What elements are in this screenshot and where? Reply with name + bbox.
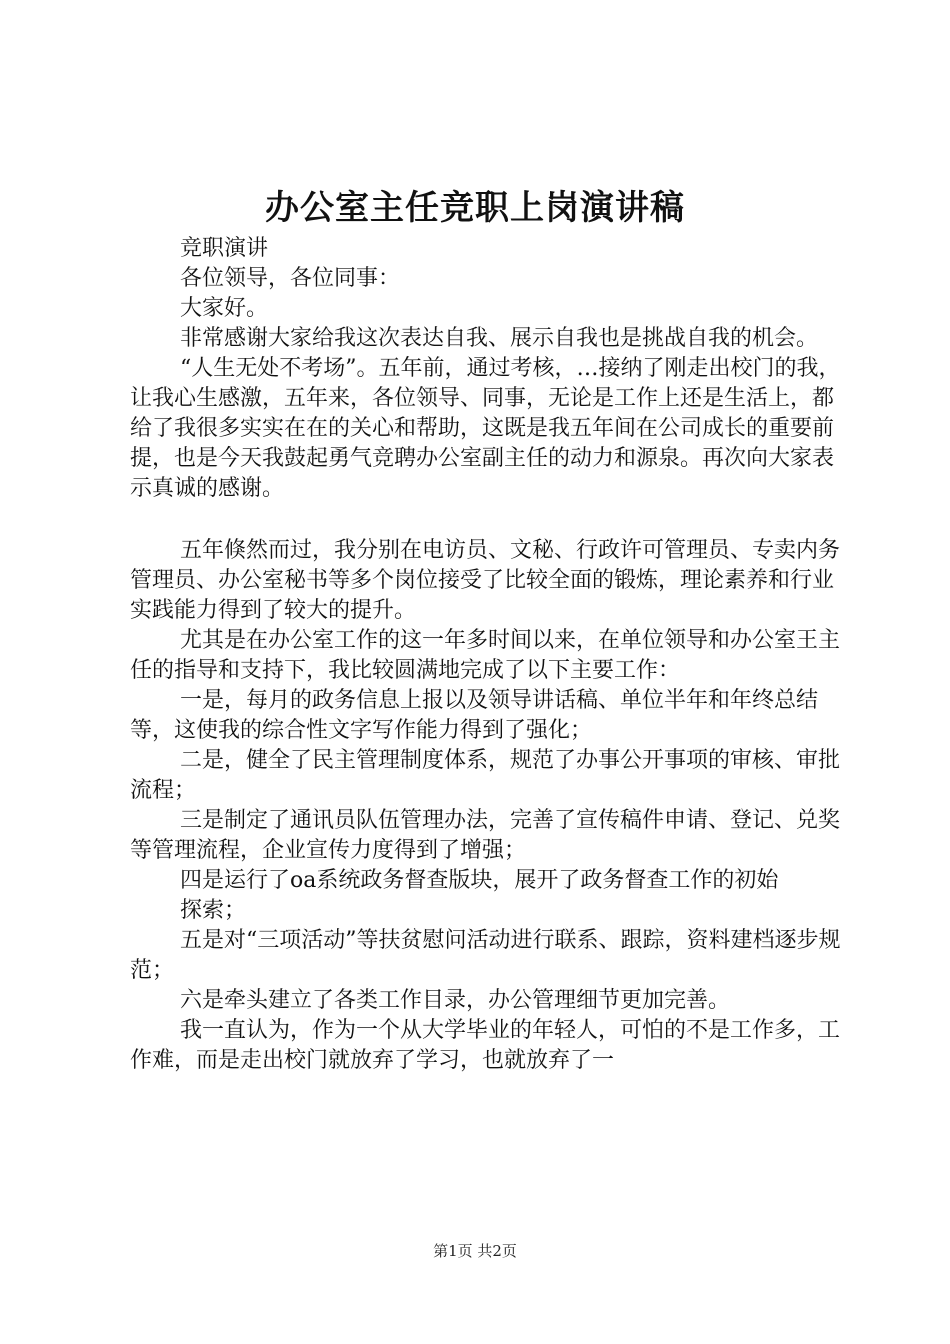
paragraph: “人生无处不考场”。五年前，通过考核，…接纳了刚走出校门的我，让我心生感激，五年来，各位领导、同事，无论是工作上还是生活上，都给了我很多实实在在的关心和帮助，这既是我五年间在公司成长的重要前提，也是今天我鼓起勇气竞聘办公室副主任的动力和源泉。再次向大家表示真诚的感谢。 <box>130 356 841 501</box>
paragraph: 非常感谢大家给我这次表达自我、展示自我也是挑战自我的机会。 <box>180 326 819 351</box>
list-item: 一是，每月的政务信息上报以及领导讲话稿、单位半年和年终总结等，这使我的综合性文字写作能力得到了强化； <box>130 688 819 743</box>
paragraph: 尤其是在办公室工作的这一年多时间以来，在单位领导和办公室王主任的指导和支持下，我比较圆满地完成了以下主要工作： <box>130 628 841 683</box>
paragraph-heading: 竞职演讲 <box>180 236 269 261</box>
paragraph-gap <box>130 504 850 536</box>
list-item: 六是牵头建立了各类工作目录，办公管理细节更加完善。 <box>180 988 731 1013</box>
paragraph-salutation: 各位领导，各位同事： <box>180 266 401 291</box>
document-title: 办公室主任竞职上岗演讲稿 <box>265 188 685 228</box>
list-item: 三是制定了通讯员队伍管理办法，完善了宣传稿件申请、登记、兑奖等管理流程，企业宣传力度得到了增强； <box>130 808 841 863</box>
list-item: 四是运行了oa系统政务督查版块，展开了政务督查工作的初始 <box>180 868 779 893</box>
page-number-footer: 第1页 共2页 <box>433 1242 517 1260</box>
list-item: 二是，健全了民主管理制度体系，规范了办事公开事项的审核、审批流程； <box>130 748 841 803</box>
paragraph: 我一直认为，作为一个从大学毕业的年轻人，可怕的不是工作多，工作难，而是走出校门就放弃了学习，也就放弃了一 <box>130 1018 841 1073</box>
list-item-continuation: 探索； <box>180 898 247 923</box>
list-item: 五是对“三项活动”等扶贫慰问活动进行联系、跟踪，资料建档逐步规范； <box>130 928 841 983</box>
paragraph: 五年倏然而过，我分别在电访员、文秘、行政许可管理员、专卖内务管理员、办公室秘书等多个岗位接受了比较全面的锻炼，理论素养和行业实践能力得到了较大的提升。 <box>130 538 841 623</box>
paragraph-greeting: 大家好。 <box>180 296 269 321</box>
document-body <box>130 234 850 1076</box>
